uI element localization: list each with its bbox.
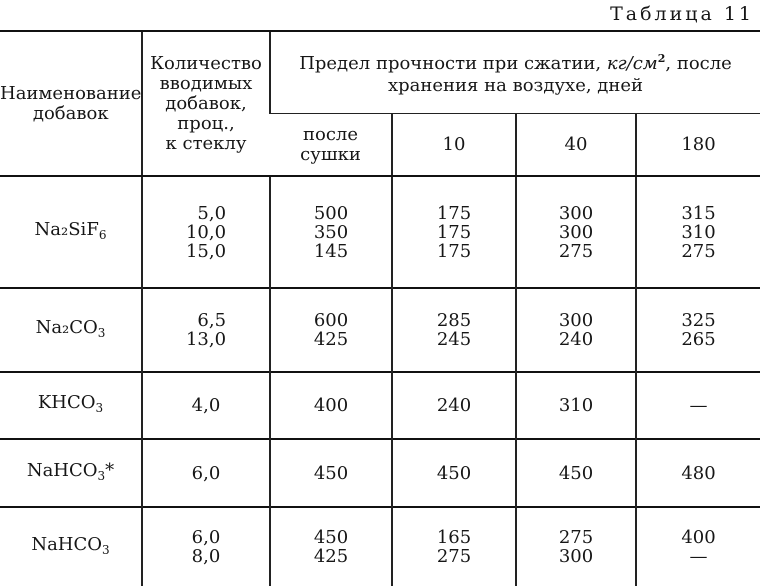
header-strength-unit: кг/см [606, 53, 658, 74]
additive-name: NaHCO [31, 533, 103, 555]
day-180-cell [636, 176, 760, 288]
amount-cell [142, 439, 270, 507]
header-strength-text-tail: , после [665, 53, 732, 74]
cell-value: 6,0 [191, 462, 221, 484]
additive-name-cell [0, 176, 142, 288]
cell-value: 315 [681, 202, 716, 224]
header-amount-line: к стеклу [165, 132, 247, 154]
cell-value: 275 [681, 240, 716, 262]
after-drying-cell [270, 288, 392, 372]
table-row [0, 507, 760, 586]
cell-value: 300 [558, 221, 594, 243]
header-after-drying [270, 114, 392, 177]
cell-value: — [689, 395, 708, 416]
cell-value: 400 [681, 527, 716, 548]
amount-cell [142, 507, 270, 586]
cell-value: 10,0 [185, 221, 227, 243]
cell-value: 300 [558, 202, 594, 224]
header-amount-line: Количество [150, 52, 262, 74]
header-strength-cell [270, 31, 760, 114]
cell-value: 13,0 [185, 329, 227, 350]
cell-value: 145 [313, 240, 349, 262]
header-name-cell [0, 31, 142, 176]
amount-cell [142, 372, 270, 439]
header-amount-line: добавок, [165, 92, 247, 114]
day-180-cell [636, 372, 760, 439]
cell-value: 5,0 [197, 202, 227, 224]
data-table [0, 30, 760, 586]
additive-name-cell [0, 288, 142, 372]
header-amount-cell [142, 31, 270, 176]
cell-value: 6,0 [191, 527, 221, 548]
day-180-cell [636, 507, 760, 586]
cell-value: 275 [558, 240, 594, 262]
header-strength-line2: хранения на воздухе, дней [388, 75, 644, 96]
header-amount-line: вводимых [159, 72, 253, 94]
table-row [0, 288, 760, 372]
cell-value: 175 [436, 240, 472, 262]
additive-name-cell [0, 372, 142, 439]
cell-value: 310 [681, 221, 716, 243]
after-drying-cell [270, 372, 392, 439]
cell-value: 245 [436, 329, 472, 350]
cell-value: 265 [681, 329, 716, 350]
cell-value: 450 [558, 462, 594, 484]
cell-value: 600 [313, 310, 349, 331]
cell-value: 8,0 [191, 546, 221, 567]
day-40-cell [516, 439, 636, 507]
header-day-10: 10 [392, 114, 516, 177]
header-day-180: 180 [636, 114, 760, 177]
cell-value: 425 [313, 329, 349, 350]
cell-value: 240 [558, 329, 594, 350]
day-10-cell [392, 288, 516, 372]
cell-value: 350 [313, 221, 349, 243]
additive-name: Na₂SiF [34, 218, 99, 240]
day-40-cell [516, 176, 636, 288]
header-strength-line [299, 48, 732, 75]
cell-value: 425 [313, 546, 349, 567]
additive-name: KHCO [37, 392, 96, 413]
cell-value: 450 [313, 527, 349, 548]
day-10-cell [392, 176, 516, 288]
day-40-cell [516, 288, 636, 372]
cell-value: 325 [681, 310, 716, 331]
day-40-cell [516, 372, 636, 439]
header-name-line: добавок [32, 102, 109, 124]
day-10-cell [392, 439, 516, 507]
cell-value: 300 [558, 310, 594, 331]
day-10-cell [392, 372, 516, 439]
table-row [0, 372, 760, 439]
additive-name-subscript: 6 [98, 227, 107, 242]
cell-value: 450 [313, 462, 349, 484]
additive-name-footnote: * [105, 459, 115, 481]
cell-value: 300 [558, 546, 594, 567]
cell-value: 4,0 [191, 395, 221, 416]
header-strength-unit-sup: 2 [657, 52, 666, 65]
cell-value: 165 [436, 527, 472, 548]
day-180-cell [636, 288, 760, 372]
cell-value: 240 [436, 395, 472, 416]
cell-value: 275 [558, 527, 594, 548]
header-amount-line: проц., [177, 112, 235, 134]
additive-name-cell [0, 507, 142, 586]
table-caption: Таблица 11 [610, 3, 754, 25]
cell-value: 450 [436, 462, 472, 484]
day-180-cell [636, 439, 760, 507]
header-after-drying-line: сушки [300, 143, 361, 165]
day-10-cell [392, 507, 516, 586]
additive-name: Na₂CO [35, 316, 98, 338]
additive-name-cell [0, 439, 142, 507]
additive-name-subscript: 3 [95, 401, 104, 415]
after-drying-cell [270, 176, 392, 288]
cell-value: 275 [436, 546, 472, 567]
header-name-line: Наименование [0, 82, 142, 104]
cell-value: 400 [313, 395, 349, 416]
header-day-40: 40 [516, 114, 636, 177]
cell-value: 480 [681, 462, 716, 484]
cell-value: 500 [313, 202, 349, 224]
after-drying-cell [270, 439, 392, 507]
header-after-drying-line: после [302, 123, 358, 145]
amount-cell [142, 288, 270, 372]
table-row [0, 439, 760, 507]
cell-value: 175 [436, 221, 472, 243]
cell-value: — [689, 546, 708, 567]
cell-value: 15,0 [185, 240, 227, 262]
table-row [0, 176, 760, 288]
cell-value: 175 [436, 202, 472, 224]
additive-name-subscript: 3 [102, 542, 110, 557]
additive-name-subscript: 3 [97, 468, 106, 483]
day-40-cell [516, 507, 636, 586]
header-strength-text: Предел прочности при сжатии, [299, 53, 607, 74]
amount-cell [142, 176, 270, 288]
cell-value: 285 [436, 310, 472, 331]
cell-value: 310 [558, 395, 594, 416]
additive-name: NaHCO [26, 459, 98, 481]
after-drying-cell [270, 507, 392, 586]
additive-name-subscript: 3 [97, 325, 106, 340]
cell-value: 6,5 [197, 310, 227, 331]
